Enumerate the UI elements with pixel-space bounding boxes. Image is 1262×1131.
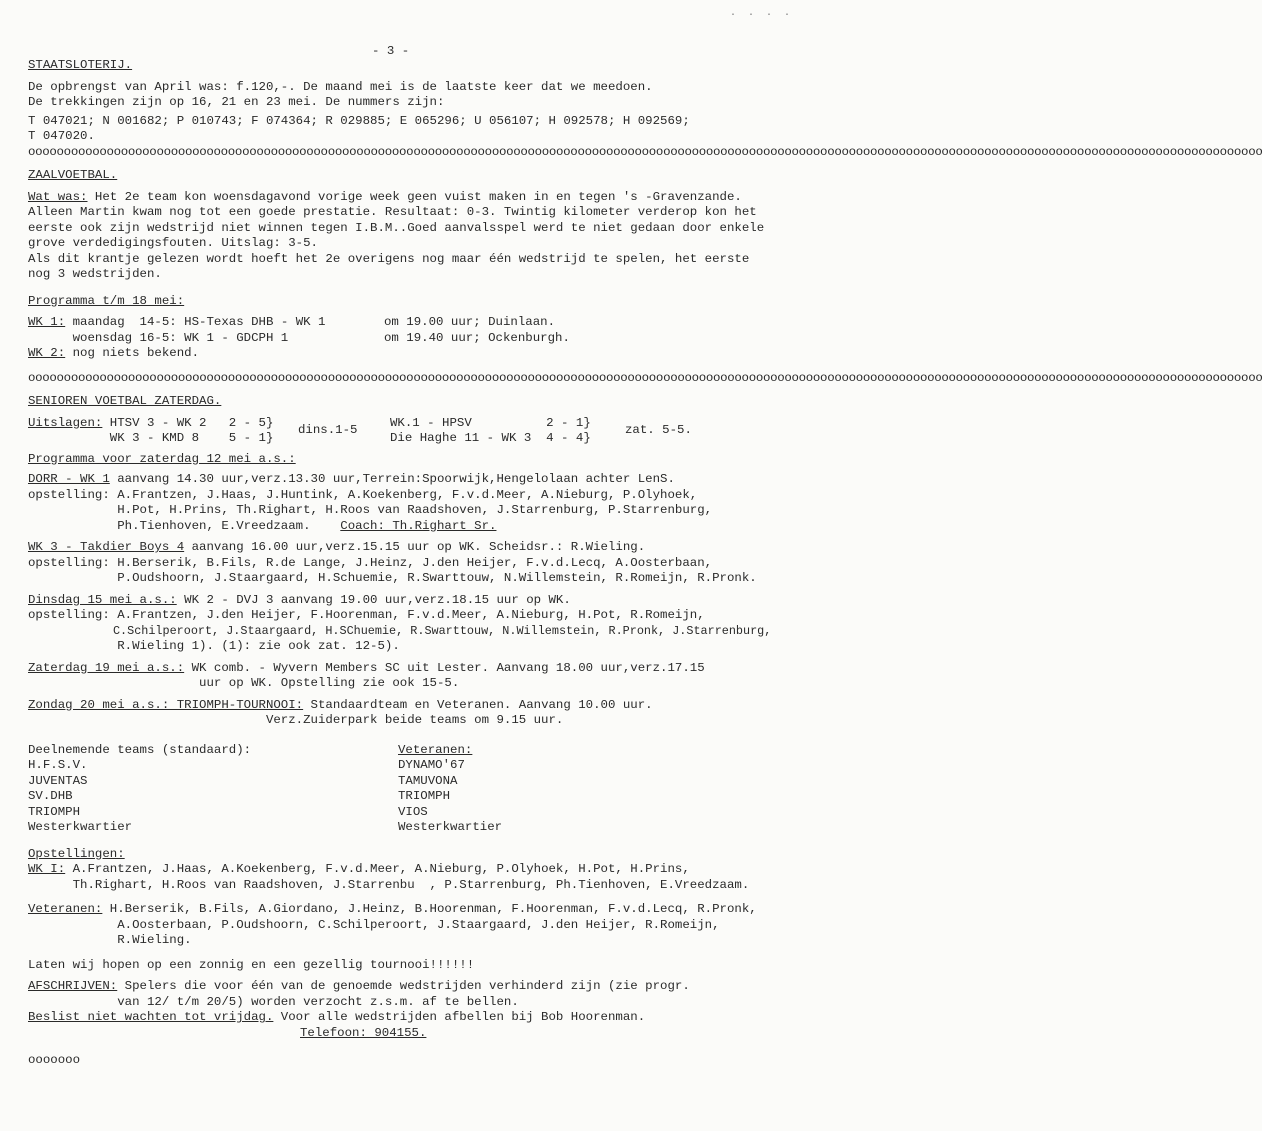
beslist-line: Beslist niet wachten tot vrijdag. Voor alle wedstrijden afbellen bij Bob Hoorenman. (28, 1010, 646, 1024)
dorr-header: DORR - WK 1 aanvang 14.30 uur,verz.13.30 uur,Terrein:Spoorwijk,Hengelolaan achter LenS. (28, 472, 675, 486)
team-standaard: SV.DHB (28, 789, 73, 803)
dinsdag-header: Dinsdag 15 mei a.s.: WK 2 - DVJ 3 aanvang 19.00 uur,verz.18.15 uur op WK. (28, 592, 571, 607)
telefoon: Telefoon: 904155. (300, 1025, 427, 1040)
staatsloterij-line-1: De opbrengst van April was: f.120,-. De maand mei is de laatste keer dat we meedoen. (28, 79, 653, 94)
wat-was-text: Het 2e team kon woensdagavond vorige week geen vuist maken in en tegen 's -Gravenzande. Alleen Martin kwam nog tot een goede prestatie. Resultaat: 0-3. Twintig kilometer verderop kon het eerste ook zijn wedstrijd niet winnen tegen I.B.M..Goed aanvalsspel werd te niet gedaan door enkele grove verdedigingsfouten. Uitslag: 3-5. (28, 189, 765, 250)
zaterdag19-line-2: uur op WK. Opstelling zie ook 15-5. (28, 676, 460, 690)
dorr-coach: Coach: Th.Righart Sr. (340, 518, 497, 533)
telefoon-line (28, 1026, 778, 1042)
uitslag-4: Die Haghe 11 - WK 3 4 - 4} (390, 431, 591, 445)
zondag-header: Zondag 20 mei a.s.: TRIOMPH-TOURNOOI: Standaardteam en Veteranen. Aanvang 10.00 uur. (28, 697, 653, 712)
programma-zaterdag-label: Programma voor zaterdag 12 mei a.s.: (28, 451, 296, 466)
uitslag-2: WK 3 - KMD 8 5 - 1} (28, 431, 274, 445)
wk1-row-1 (28, 315, 778, 331)
programma-label: Programma t/m 18 mei: (28, 293, 185, 308)
page-body (28, 58, 1262, 1069)
uitslag-1: Uitslagen: HTSV 3 - WK 2 2 - 5} (28, 415, 274, 430)
page-number: - 3 - (372, 44, 410, 58)
zaalvoetbal-heading: ZAALVOETBAL. (28, 168, 118, 182)
team-standaard: H.F.S.V. (28, 758, 88, 772)
wk2-label: WK 2: (28, 346, 66, 360)
uitslagen-label: Uitslagen: (28, 415, 103, 430)
afschrijven-line-1: AFSCHRIJVEN: Spelers die voor één van de genoemde wedstrijden verhinderd zijn (zie progr. (28, 979, 690, 993)
wk1-match-2: woensdag 16-5: WK 1 - GDCPH 1 (28, 330, 289, 345)
zaalvoetbal-programma-label (28, 294, 778, 310)
wk2-text: nog niets bekend. (65, 346, 200, 360)
uitslag-3: WK.1 - HPSV 2 - 1} (390, 415, 591, 430)
team-standaard: JUVENTAS (28, 773, 88, 788)
team-veteranen: TAMUVONA (398, 773, 458, 788)
senioren-heading: SENIOREN VOETBAL ZATERDAG. (28, 394, 222, 408)
wk3-opstelling-1: opstelling: H.Berserik, B.Fils, R.de Lange, J.Heinz, J.den Heijer, F.v.d.Lecq, A.Oosterbaan, (28, 555, 713, 570)
afschrijven-line-2: van 12/ t/m 20/5) worden verzocht z.s.m. af te bellen. (28, 994, 519, 1009)
team-standaard: TRIOMPH (28, 804, 81, 819)
wk3-opstelling-2: P.Oudshoorn, J.Staargaard, H.Schuemie, R.Swarttouw, N.Willemstein, R.Romeijn, R.Pronk. (28, 571, 757, 585)
teams-veteranen-heading: Veteranen: (398, 742, 473, 757)
zaalvoetbal-report-2: Als dit krantje gelezen wordt hoeft het 2e overigens nog maar één wedstrijd te spelen, het eerste nog 3 wedstrijden. (28, 251, 750, 281)
wki-opstelling-2: Th.Righart, H.Roos van Raadshoven, J.Starrenbu , P.Starrenburg, Ph.Tienhoven, E.Vreedzaam. (28, 877, 750, 892)
team-veteranen: VIOS (398, 804, 428, 819)
wk3-header: WK 3 - Takdier Boys 4 aanvang 16.00 uur,verz.15.15 uur op WK. Scheidsr.: R.Wieling. (28, 540, 646, 554)
wk1-label: WK 1: (28, 315, 66, 329)
page-specks: · · · · (730, 10, 794, 21)
wki-opstelling-1: WK I: A.Frantzen, J.Haas, A.Koekenberg, F.v.d.Meer, A.Nieburg, P.Olyhoek, H.Pot, H.Prins, (28, 862, 690, 876)
wk2-row (28, 346, 778, 362)
dinsdag-opstelling-2: C.Schilperoort, J.Staargaard, H.SChuemie, R.Swarttouw, N.Willemstein, R.Pronk, J.Starrenburg, (28, 623, 772, 638)
uitslagen-block (28, 416, 778, 447)
staatsloterij-numbers-2: T 047020. (28, 129, 95, 143)
teams-standaard-heading: Deelnemende teams (standaard): (28, 742, 252, 757)
veteranen-opstelling-3: R.Wieling. (28, 933, 192, 947)
uitslagen-date-1: dins.1-5 (298, 422, 358, 437)
zaterdag19-header: Zaterdag 19 mei a.s.: WK comb. - Wyvern Members SC uit Lester. Aanvang 18.00 uur,verz.17.15 (28, 660, 705, 675)
team-veteranen: TRIOMPH (398, 789, 451, 803)
dorr-opstelling-1: opstelling: A.Frantzen, J.Haas, J.Huntink, A.Koekenberg, F.v.d.Meer, A.Nieburg, P.Olyhoek, (28, 487, 698, 502)
zondag-line-2: Verz.Zuiderpark beide teams om 9.15 uur. (28, 713, 564, 727)
staatsloterij-numbers-1: T 047021; N 001682; P 010743; F 074364; R 029885; E 065296; U 056107; H 092578; H 092569; (28, 113, 690, 128)
team-standaard: Westerkwartier (28, 820, 133, 834)
dorr-opstelling-2: H.Pot, H.Prins, Th.Righart, H.Roos van Raadshoven, J.Starrenburg, P.Starrenburg, (28, 503, 713, 517)
end-marker: ooooooo (28, 1053, 81, 1067)
wk1-row-2 (28, 331, 778, 347)
teams-table (28, 743, 778, 836)
hope-line: Laten wij hopen op een zonnig en een gezellig tournooi!!!!!! (28, 957, 475, 972)
dorr-opstelling-3: Ph.Tienhoven, E.Vreedzaam. Coach: Th.Righart Sr. (28, 518, 497, 533)
zaalvoetbal-report (28, 190, 768, 252)
separator: ooooooooooooooooooooooooooooooooooooooooooooooooooooooooooooooooooooooooooooooooooooooooooooooooooooooooooooooooooooooooooooooooooooooooooooooooooooooooooooooooooooooooooooo (28, 370, 1262, 385)
dinsdag-opstelling-3: R.Wieling 1). (1): zie ook zat. 12-5). (28, 639, 400, 653)
wk1-match-1-time: om 19.00 uur; Duinlaan. (384, 315, 556, 329)
dinsdag-opstelling-1: opstelling: A.Frantzen, J.den Heijer, F.Hoorenman, F.v.d.Meer, A.Nieburg, H.Pot, R.Romeijn, (28, 608, 705, 622)
wk1-match-1: maandag 14-5: HS-Texas DHB - WK 1 (65, 315, 326, 329)
uitslagen-date-2: zat. 5-5. (625, 422, 692, 437)
veteranen-opstelling-1: Veteranen: H.Berserik, B.Fils, A.Giordano, J.Heinz, B.Hoorenman, F.Hoorenman, F.v.d.Lecq, R.Pronk, (28, 902, 757, 916)
wat-was-label: Wat was: (28, 189, 88, 204)
wk1-match-2-time: om 19.40 uur; Ockenburgh. (384, 330, 570, 345)
staatsloterij-heading: STAATSLOTERIJ. (28, 58, 133, 72)
separator: ooooooooooooooooooooooooooooooooooooooooooooooooooooooooooooooooooooooooooooooooooooooooooooooooooooooooooooooooooooooooooooooooooooooooooooooooooooooooooooooooooooooooooooo (28, 144, 1262, 159)
opstellingen-label: Opstellingen: (28, 846, 125, 861)
team-veteranen: Westerkwartier (398, 820, 503, 834)
team-veteranen: DYNAMO'67 (398, 758, 465, 772)
veteranen-opstelling-2: A.Oosterbaan, P.Oudshoorn, C.Schilperoort, J.Staargaard, J.den Heijer, R.Romeijn, (28, 917, 720, 932)
staatsloterij-line-2: De trekkingen zijn op 16, 21 en 23 mei. De nummers zijn: (28, 95, 445, 109)
